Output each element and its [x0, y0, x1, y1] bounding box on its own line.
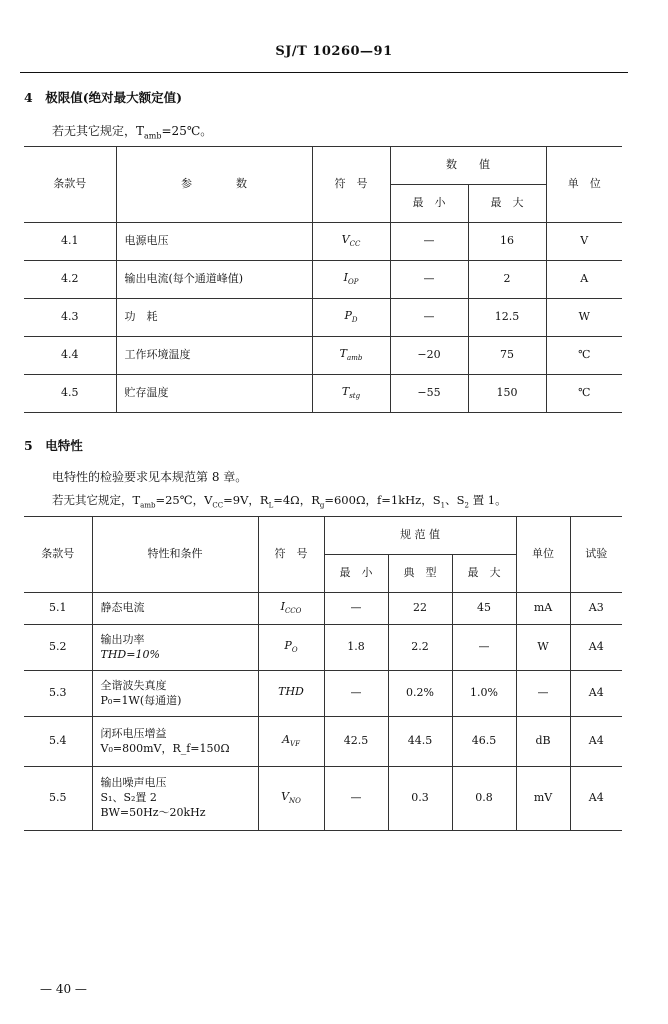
symbol-cell: $I_{OP}$ [312, 261, 390, 299]
param-cell: 电源电压 [116, 223, 312, 261]
unit-cell: W [546, 299, 622, 337]
param-cell: 输出电流(每个通道峰值) [116, 261, 312, 299]
max-cell: 2 [468, 261, 546, 299]
table-row [24, 625, 622, 671]
max-cell: 75 [468, 337, 546, 375]
col-header-test: 试验 [570, 517, 622, 593]
page-number: — 40 — [40, 982, 87, 996]
electrical-characteristics-table [24, 516, 622, 831]
clause-cell: 5.2 [24, 625, 92, 671]
clause-cell: 4.5 [24, 375, 116, 413]
clause-cell: 5.5 [24, 767, 92, 831]
col-header-unit: 单 位 [546, 147, 622, 223]
clause-cell: 4.2 [24, 261, 116, 299]
param-cell: 功 耗 [116, 299, 312, 337]
min-cell: — [390, 299, 468, 337]
col-header-symbol: 符 号 [258, 517, 324, 593]
standard-code-header: SJ/T 10260—91 [275, 44, 393, 59]
table-row [24, 717, 622, 767]
max-cell: 46.5 [452, 717, 516, 767]
test-cell: A4 [570, 671, 622, 717]
section-5-title: 5 电特性 [24, 438, 83, 453]
table-row [24, 299, 622, 337]
table-row [24, 261, 622, 299]
test-cell: A4 [570, 717, 622, 767]
header-rule [20, 72, 628, 73]
symbol-cell: THD [258, 671, 324, 717]
test-cell: A3 [570, 593, 622, 625]
min-cell: — [324, 593, 388, 625]
max-cell: 0.8 [452, 767, 516, 831]
symbol-cell: $P_D$ [312, 299, 390, 337]
unit-cell: dB [516, 717, 570, 767]
table-row [24, 767, 622, 831]
typ-cell: 0.3 [388, 767, 452, 831]
symbol-cell: $I_{CCO}$ [258, 593, 324, 625]
min-cell: −55 [390, 375, 468, 413]
col-header-value: 数 值 [390, 147, 546, 185]
clause-cell: 4.1 [24, 223, 116, 261]
condition-cell: 闭环电压增益 V₀=800mV，R_f=150Ω [92, 717, 258, 767]
col-header-clause: 条款号 [24, 517, 92, 593]
symbol-cell: $P_O$ [258, 625, 324, 671]
min-cell: 42.5 [324, 717, 388, 767]
param-cell: 工作环境温度 [116, 337, 312, 375]
unit-cell: — [516, 671, 570, 717]
test-cell: A4 [570, 625, 622, 671]
unit-cell: W [516, 625, 570, 671]
min-cell: — [390, 261, 468, 299]
condition-cell: 输出噪声电压 S₁、S₂置 2 BW=50Hz～20kHz [92, 767, 258, 831]
symbol-cell: $V_{NO}$ [258, 767, 324, 831]
min-cell: — [324, 767, 388, 831]
typ-cell: 44.5 [388, 717, 452, 767]
condition-cell: 静态电流 [92, 593, 258, 625]
limits-table [24, 146, 622, 413]
symbol-cell: $T_{stg}$ [312, 375, 390, 413]
col-header-min: 最 小 [390, 185, 468, 223]
unit-cell: ℃ [546, 375, 622, 413]
typ-cell: 2.2 [388, 625, 452, 671]
table-row [24, 593, 622, 625]
col-header-symbol: 符 号 [312, 147, 390, 223]
col-header-typ: 典 型 [388, 555, 452, 593]
col-header-spec: 规 范 值 [324, 517, 516, 555]
col-header-unit: 单位 [516, 517, 570, 593]
max-cell: 16 [468, 223, 546, 261]
col-header-clause: 条款号 [24, 147, 116, 223]
max-cell: — [452, 625, 516, 671]
symbol-cell: $A_{VF}$ [258, 717, 324, 767]
col-header-max: 最 大 [468, 185, 546, 223]
section-5-note-2: 若无其它规定，$T_{amb}=25℃$，$V_{CC}=9V$，$R_L=4\Omega$，$R_g=600\Omega$，f=1kHz，$S_1$、$S_2$ 置 1。 [52, 493, 507, 510]
symbol-cell: $V_{CC}$ [312, 223, 390, 261]
col-header-max: 最 大 [452, 555, 516, 593]
unit-cell: V [546, 223, 622, 261]
section-5-note-1: 电特性的检验要求见本规范第 8 章。 [52, 470, 248, 484]
table-row [24, 337, 622, 375]
clause-cell: 4.3 [24, 299, 116, 337]
min-cell: — [324, 671, 388, 717]
typ-cell: 0.2% [388, 671, 452, 717]
unit-cell: mA [516, 593, 570, 625]
unit-cell: A [546, 261, 622, 299]
symbol-cell: $T_{amb}$ [312, 337, 390, 375]
clause-cell: 5.4 [24, 717, 92, 767]
max-cell: 150 [468, 375, 546, 413]
col-header-min: 最 小 [324, 555, 388, 593]
clause-cell: 4.4 [24, 337, 116, 375]
clause-cell: 5.1 [24, 593, 92, 625]
col-header-condition: 特性和条件 [92, 517, 258, 593]
min-cell: — [390, 223, 468, 261]
test-cell: A4 [570, 767, 622, 831]
unit-cell: mV [516, 767, 570, 831]
table-row [24, 223, 622, 261]
section-4-title: 4 极限值(绝对最大额定值) [24, 90, 183, 105]
condition-cell: 全谐波失真度 P₀=1W(每通道) [92, 671, 258, 717]
unit-cell: ℃ [546, 337, 622, 375]
col-header-param: 参 数 [116, 147, 312, 223]
max-cell: 45 [452, 593, 516, 625]
param-cell: 贮存温度 [116, 375, 312, 413]
typ-cell: 22 [388, 593, 452, 625]
table-row [24, 671, 622, 717]
max-cell: 1.0% [452, 671, 516, 717]
condition-cell: 输出功率 THD=10% [92, 625, 258, 671]
min-cell: −20 [390, 337, 468, 375]
min-cell: 1.8 [324, 625, 388, 671]
table-row [24, 375, 622, 413]
clause-cell: 5.3 [24, 671, 92, 717]
max-cell: 12.5 [468, 299, 546, 337]
section-4-note: 若无其它规定，$T_{amb}=25℃$。 [52, 124, 213, 141]
